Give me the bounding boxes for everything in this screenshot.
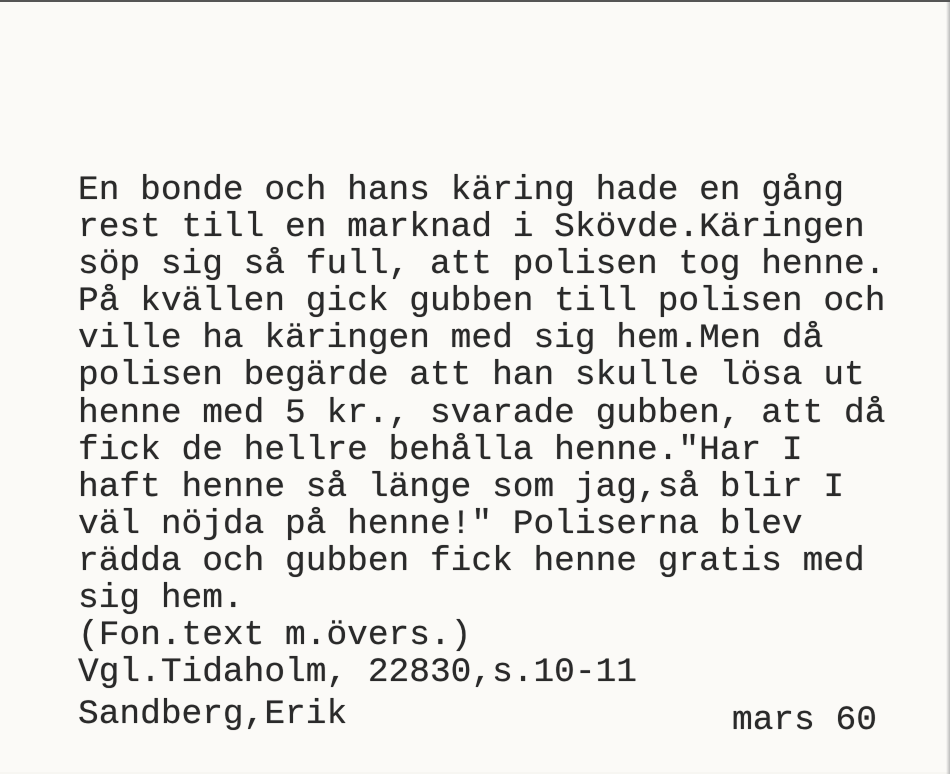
text-line: henne med 5 kr., svarade gubben, att då (78, 393, 886, 433)
text-line: ville ha käringen med sig hem.Men då (78, 319, 824, 359)
text-line: polisen begärde att han skulle lösa ut (78, 356, 865, 396)
recorder-name: Sandberg,Erik (78, 695, 348, 734)
text-line: På kvällen gick gubben till polisen och (78, 282, 886, 322)
card-footer (78, 695, 898, 740)
reference-line: Vgl.Tidaholm, 22830,s.10-11 (78, 653, 637, 693)
text-line: rädda och gubben fick henne gratis med (78, 541, 865, 581)
text-line: söp sig så full, att polisen tog henne. (78, 245, 886, 285)
text-line: sig hem. (78, 579, 244, 619)
text-line: rest till en marknad i Skövde.Käringen (78, 208, 865, 248)
text-line: En bonde och hans käring hade en gång (78, 171, 845, 210)
card-edge-shadow (946, 2, 950, 774)
text-line: väl nöjda på henne!" Poliserna blev (78, 504, 803, 544)
record-date: mars 60 (732, 701, 877, 740)
text-line: fick de hellre behålla henne."Har I (78, 430, 803, 470)
source-note-line: (Fon.text m.övers.) (78, 616, 472, 656)
typed-text-block (78, 172, 950, 691)
text-line: haft henne så länge som jag,så blir I (78, 467, 845, 507)
